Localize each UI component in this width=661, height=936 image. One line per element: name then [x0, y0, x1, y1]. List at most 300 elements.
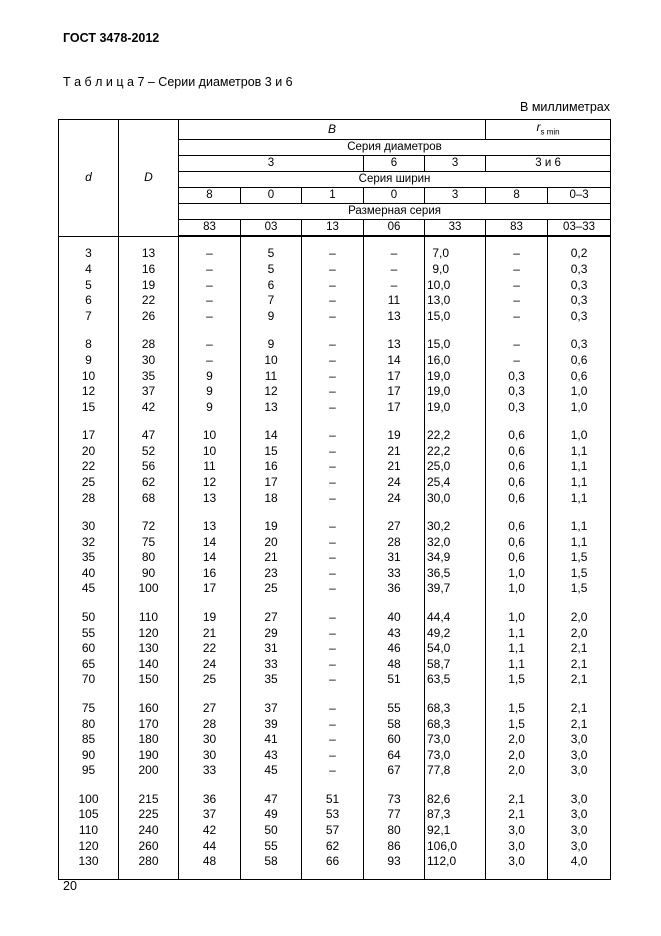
table-cell: 3,0	[548, 732, 611, 748]
table-cell: 75	[119, 535, 179, 551]
series-width-value: 0	[364, 188, 425, 204]
table-cell: 0,3	[486, 400, 548, 416]
table-cell: 1,5	[548, 550, 611, 566]
table-cell: 68,3	[425, 716, 486, 732]
table-row	[59, 475, 611, 491]
table-cell: 56	[119, 459, 179, 475]
table-cell: 0,6	[548, 353, 611, 369]
B-symbol: B	[328, 121, 337, 136]
table-cell: –	[302, 277, 364, 293]
table-cell: 3,0	[548, 807, 611, 823]
table-row	[59, 732, 611, 748]
series-diam-value: 3	[179, 156, 364, 172]
table-row	[59, 459, 611, 475]
table-cell: –	[364, 262, 425, 278]
spacer-cell	[364, 688, 425, 701]
table-cell: –	[179, 337, 241, 353]
table-row	[59, 566, 611, 582]
table-cell: 17	[241, 475, 302, 491]
table-cell: 72	[119, 519, 179, 535]
table-cell: 65	[59, 657, 119, 673]
spacer-cell	[548, 688, 611, 701]
table-cell: 16	[179, 566, 241, 582]
table-cell: 0,6	[486, 490, 548, 506]
table-cell: 33	[241, 657, 302, 673]
table-row	[59, 428, 611, 444]
table-cell: 73,0	[425, 732, 486, 748]
table-cell: 1,1	[548, 519, 611, 535]
table-row	[59, 747, 611, 763]
table-cell: 1,1	[548, 459, 611, 475]
spacer-cell	[548, 324, 611, 337]
spacer-cell	[179, 779, 241, 792]
table-cell: 170	[119, 716, 179, 732]
table-cell: 48	[364, 657, 425, 673]
table-cell: 58,7	[425, 657, 486, 673]
table-cell: –	[302, 490, 364, 506]
series-diam-value: 3 и 6	[486, 156, 611, 172]
spacer-cell	[119, 688, 179, 701]
table-cell: 2,0	[486, 763, 548, 779]
table-cell: 17	[364, 368, 425, 384]
group-spacer-row	[59, 870, 611, 880]
table-cell: 160	[119, 701, 179, 717]
table-cell: 2,0	[548, 625, 611, 641]
table-row	[59, 444, 611, 460]
spacer-cell	[548, 415, 611, 428]
table-cell: 1,5	[486, 672, 548, 688]
table-cell: –	[302, 672, 364, 688]
table-cell: 15,0	[425, 309, 486, 325]
spacer-cell	[486, 688, 548, 701]
table-cell: –	[486, 246, 548, 262]
size-series-label: Размерная серия	[179, 204, 611, 220]
table-cell: –	[364, 277, 425, 293]
header-row-top	[59, 120, 611, 140]
table-row	[59, 823, 611, 839]
table-row	[59, 625, 611, 641]
table-cell: 68	[119, 490, 179, 506]
table-cell: 0,6	[486, 459, 548, 475]
table-cell: 33	[364, 566, 425, 582]
table-cell: 77,8	[425, 763, 486, 779]
table-cell: 63,5	[425, 672, 486, 688]
table-cell: 3,0	[548, 823, 611, 839]
table-cell: 11	[364, 293, 425, 309]
spacer-cell	[59, 324, 119, 337]
table-cell: 15	[241, 444, 302, 460]
table-cell: –	[179, 293, 241, 309]
table-row	[59, 701, 611, 717]
table-cell: 85	[59, 732, 119, 748]
table-cell: 2,1	[486, 792, 548, 808]
table-cell: 47	[241, 792, 302, 808]
table-cell: 0,3	[486, 384, 548, 400]
table-cell: 43	[241, 747, 302, 763]
table-cell: 45	[241, 763, 302, 779]
table-cell: 68,3	[425, 701, 486, 717]
table-cell: –	[302, 610, 364, 626]
table-cell: 37	[241, 701, 302, 717]
table-cell: 44,4	[425, 610, 486, 626]
table-cell: 20	[59, 444, 119, 460]
table-cell: 9	[241, 309, 302, 325]
table-cell: 190	[119, 747, 179, 763]
table-cell: –	[302, 701, 364, 717]
table-cell: 44	[179, 838, 241, 854]
table-cell: 66	[302, 854, 364, 870]
table-row	[59, 519, 611, 535]
table-cell: 6	[59, 293, 119, 309]
table-cell: 36,5	[425, 566, 486, 582]
table-cell: 80	[364, 823, 425, 839]
table-cell: 2,1	[548, 701, 611, 717]
spacer-cell	[302, 688, 364, 701]
r-symbol: r	[536, 120, 541, 134]
table-cell: 10,0	[425, 277, 486, 293]
table-cell: 2,1	[486, 807, 548, 823]
table-cell: 22	[119, 293, 179, 309]
spacer-cell	[179, 870, 241, 880]
table-row	[59, 490, 611, 506]
table-row	[59, 610, 611, 626]
table-row	[59, 854, 611, 870]
table-cell: 2,0	[486, 747, 548, 763]
table-cell: 21	[364, 444, 425, 460]
table-cell: 16	[119, 262, 179, 278]
table-cell: 50	[59, 610, 119, 626]
table-cell: 0,3	[486, 368, 548, 384]
series-diam-value: 3	[425, 156, 486, 172]
table-cell: 36	[364, 581, 425, 597]
table-cell: 95	[59, 763, 119, 779]
group-spacer-row	[59, 779, 611, 792]
size-series-value: 33	[425, 220, 486, 237]
table-cell: 28	[364, 535, 425, 551]
table-cell: 15,0	[425, 337, 486, 353]
table-cell: 0,3	[548, 277, 611, 293]
table-row	[59, 400, 611, 416]
table-cell: 32	[59, 535, 119, 551]
table-cell: 18	[241, 490, 302, 506]
size-series-value: 06	[364, 220, 425, 237]
table-cell: 86	[364, 838, 425, 854]
table-row	[59, 657, 611, 673]
table-cell: 40	[59, 566, 119, 582]
table-cell: 25	[241, 581, 302, 597]
table-cell: 140	[119, 657, 179, 673]
table-cell: 2,1	[548, 672, 611, 688]
spacer-cell	[59, 236, 119, 246]
table-row	[59, 550, 611, 566]
col-header-d	[59, 120, 119, 237]
table-row	[59, 641, 611, 657]
table-cell: 55	[364, 701, 425, 717]
spacer-cell	[425, 324, 486, 337]
table-cell: 2,0	[486, 732, 548, 748]
spacer-cell	[302, 597, 364, 610]
table-cell: –	[486, 353, 548, 369]
spacer-cell	[425, 236, 486, 246]
table-cell: 82,6	[425, 792, 486, 808]
spacer-cell	[486, 779, 548, 792]
spacer-cell	[548, 779, 611, 792]
table-cell: –	[179, 309, 241, 325]
table-cell: 25	[59, 475, 119, 491]
table-cell: 12	[241, 384, 302, 400]
table-cell: 9,0	[425, 262, 486, 278]
table-body	[59, 236, 611, 879]
table-cell: 1,1	[548, 475, 611, 491]
spacer-cell	[364, 779, 425, 792]
table-cell: 0,2	[548, 246, 611, 262]
table-cell: 73,0	[425, 747, 486, 763]
table-cell: 3	[59, 246, 119, 262]
table-cell: 0,3	[548, 309, 611, 325]
table-cell: 29	[241, 625, 302, 641]
spacer-cell	[364, 870, 425, 880]
table-cell: 19	[179, 610, 241, 626]
table-cell: –	[302, 625, 364, 641]
spacer-cell	[364, 324, 425, 337]
table-cell: 112,0	[425, 854, 486, 870]
table-cell: 47	[119, 428, 179, 444]
table-row	[59, 277, 611, 293]
table-cell: 7,0	[425, 246, 486, 262]
table-cell: –	[486, 293, 548, 309]
table-cell: 0,3	[548, 293, 611, 309]
doc-number: ГОСТ 3478-2012	[63, 31, 160, 45]
table-cell: 40	[364, 610, 425, 626]
table-cell: 37	[119, 384, 179, 400]
table-cell: 12	[179, 475, 241, 491]
table-cell: 43	[364, 625, 425, 641]
table-cell: 1,5	[548, 581, 611, 597]
table-cell: 23	[241, 566, 302, 582]
table-cell: 10	[59, 368, 119, 384]
table-cell: 92,1	[425, 823, 486, 839]
table-cell: 19,0	[425, 368, 486, 384]
spacer-cell	[59, 688, 119, 701]
table-cell: 60	[59, 641, 119, 657]
table-cell: 11	[179, 459, 241, 475]
table-cell: 9	[59, 353, 119, 369]
table-cell: 3,0	[486, 838, 548, 854]
table-cell: –	[302, 428, 364, 444]
table-cell: –	[302, 657, 364, 673]
table-row	[59, 763, 611, 779]
spacer-cell	[425, 506, 486, 519]
table-cell: 7	[241, 293, 302, 309]
table-cell: 49,2	[425, 625, 486, 641]
series-width-value: 1	[302, 188, 364, 204]
table-cell: 150	[119, 672, 179, 688]
table-row	[59, 716, 611, 732]
table-cell: –	[302, 368, 364, 384]
spacer-cell	[179, 688, 241, 701]
series-width-value: 0–3	[548, 188, 611, 204]
table-cell: 77	[364, 807, 425, 823]
table-cell: –	[486, 277, 548, 293]
table-cell: 106,0	[425, 838, 486, 854]
table-row	[59, 262, 611, 278]
spacer-cell	[241, 870, 302, 880]
table-cell: 21	[364, 459, 425, 475]
table-row	[59, 792, 611, 808]
table-cell: 1,0	[486, 581, 548, 597]
table-header	[59, 120, 611, 237]
spacer-cell	[241, 779, 302, 792]
table-cell: 34,9	[425, 550, 486, 566]
table-cell: 14	[364, 353, 425, 369]
spacer-cell	[241, 688, 302, 701]
table-cell: 8	[59, 337, 119, 353]
r-subscript: s min	[540, 127, 560, 137]
table-cell: –	[302, 246, 364, 262]
table-cell: –	[302, 459, 364, 475]
table-cell: 2,1	[548, 716, 611, 732]
table-cell: 24	[364, 475, 425, 491]
table-cell: 3,0	[486, 854, 548, 870]
table-cell: 0,6	[486, 444, 548, 460]
table-cell: 14	[241, 428, 302, 444]
table-cell: –	[302, 384, 364, 400]
table-cell: 25,4	[425, 475, 486, 491]
table-cell: 12	[59, 384, 119, 400]
series-diam-value: 6	[364, 156, 425, 172]
table-cell: 4,0	[548, 854, 611, 870]
table-cell: 10	[179, 444, 241, 460]
spacer-cell	[486, 870, 548, 880]
table-cell: 13	[364, 337, 425, 353]
table-cell: 16	[241, 459, 302, 475]
table-cell: 0,6	[486, 428, 548, 444]
table-cell: 200	[119, 763, 179, 779]
table-cell: 80	[59, 716, 119, 732]
table-cell: 39	[241, 716, 302, 732]
table-cell: 27	[241, 610, 302, 626]
table-cell: –	[302, 519, 364, 535]
table-cell: –	[302, 716, 364, 732]
table-cell: 58	[364, 716, 425, 732]
table-cell: –	[302, 309, 364, 325]
table-cell: 32,0	[425, 535, 486, 551]
table-row	[59, 353, 611, 369]
table-cell: 22	[179, 641, 241, 657]
table-cell: 17	[179, 581, 241, 597]
table-cell: 25,0	[425, 459, 486, 475]
spacer-cell	[302, 506, 364, 519]
spacer-cell	[179, 506, 241, 519]
table-cell: 105	[59, 807, 119, 823]
table-cell: 22	[59, 459, 119, 475]
table-row	[59, 293, 611, 309]
table-cell: 1,1	[548, 490, 611, 506]
size-series-value: 83	[486, 220, 548, 237]
table-cell: 21	[179, 625, 241, 641]
spacer-cell	[486, 506, 548, 519]
table-cell: 280	[119, 854, 179, 870]
table-cell: 4	[59, 262, 119, 278]
table-cell: –	[179, 246, 241, 262]
table-cell: 35	[119, 368, 179, 384]
table-cell: 1,1	[548, 444, 611, 460]
table-cell: 110	[59, 823, 119, 839]
table-cell: 3,0	[548, 792, 611, 808]
spacer-cell	[59, 597, 119, 610]
table-cell: –	[179, 277, 241, 293]
table-cell: –	[302, 337, 364, 353]
table-cell: –	[302, 262, 364, 278]
table-cell: –	[179, 353, 241, 369]
table-cell: 33	[179, 763, 241, 779]
table-cell: 3,0	[548, 838, 611, 854]
group-spacer-row	[59, 415, 611, 428]
table-cell: 46	[364, 641, 425, 657]
table-cell: 27	[179, 701, 241, 717]
spacer-cell	[548, 597, 611, 610]
table-cell: –	[302, 400, 364, 416]
table-cell: 64	[364, 747, 425, 763]
table-cell: 240	[119, 823, 179, 839]
table-cell: 27	[364, 519, 425, 535]
table-row	[59, 535, 611, 551]
table-cell: 0,6	[486, 519, 548, 535]
spacer-cell	[302, 870, 364, 880]
spacer-cell	[425, 870, 486, 880]
spacer-cell	[302, 415, 364, 428]
table-cell: –	[302, 732, 364, 748]
spacer-cell	[119, 236, 179, 246]
series-width-value: 3	[425, 188, 486, 204]
table-cell: 13	[179, 519, 241, 535]
table-cell: 7	[59, 309, 119, 325]
table-cell: –	[364, 246, 425, 262]
table-row	[59, 384, 611, 400]
table-cell: 24	[364, 490, 425, 506]
table-cell: 90	[59, 747, 119, 763]
table-cell: 5	[59, 277, 119, 293]
group-spacer-row	[59, 506, 611, 519]
spacer-cell	[59, 506, 119, 519]
table-row	[59, 672, 611, 688]
table-cell: 0,3	[548, 262, 611, 278]
table-cell: 1,5	[486, 701, 548, 717]
series-width-value: 8	[486, 188, 548, 204]
table-cell: 30	[179, 732, 241, 748]
table-cell: 13,0	[425, 293, 486, 309]
table-cell: 70	[59, 672, 119, 688]
table-cell: 1,1	[486, 625, 548, 641]
table-cell: 19	[364, 428, 425, 444]
table-cell: 15	[59, 400, 119, 416]
table-cell: 10	[241, 353, 302, 369]
table-cell: 13	[364, 309, 425, 325]
table-cell: –	[302, 535, 364, 551]
table-cell: 30	[179, 747, 241, 763]
spacer-cell	[548, 236, 611, 246]
table-cell: 45	[59, 581, 119, 597]
table-cell: –	[302, 581, 364, 597]
spacer-cell	[302, 324, 364, 337]
table-cell: 10	[179, 428, 241, 444]
table-cell: 58	[241, 854, 302, 870]
table-cell: 0,6	[486, 475, 548, 491]
table-cell: 100	[59, 792, 119, 808]
table-cell: 55	[59, 625, 119, 641]
table-cell: 30,0	[425, 490, 486, 506]
spacer-cell	[119, 415, 179, 428]
